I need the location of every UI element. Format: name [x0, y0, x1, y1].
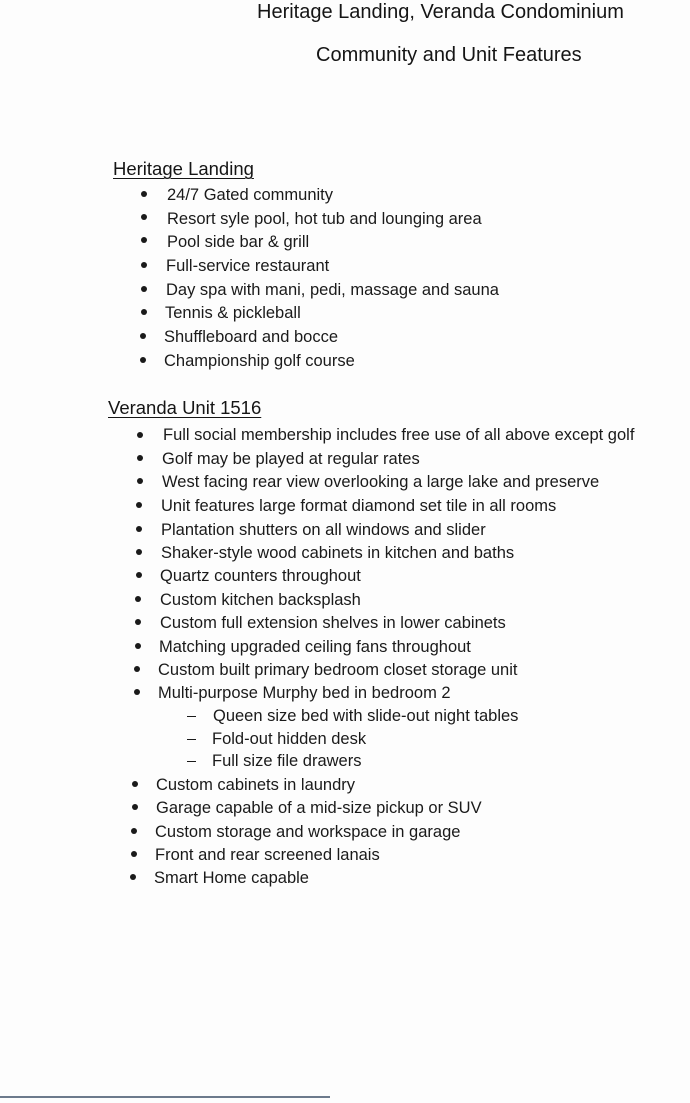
- document-title: Heritage Landing, Veranda Condominium: [257, 1, 624, 23]
- document-subtitle: Community and Unit Features: [316, 44, 582, 66]
- list-item: Front and rear screened lanais: [155, 846, 380, 864]
- list-item: Shuffleboard and bocce: [164, 328, 338, 346]
- list-item: Multi-purpose Murphy bed in bedroom 2: [158, 684, 451, 702]
- list-item: 24/7 Gated community: [167, 186, 333, 204]
- list-item: Custom storage and workspace in garage: [155, 823, 461, 841]
- list-item: Garage capable of a mid-size pickup or SUV: [156, 799, 482, 817]
- bullet-icon: [130, 874, 136, 880]
- bullet-icon: [136, 526, 142, 532]
- list-item: Matching upgraded ceiling fans throughout: [159, 638, 471, 656]
- bullet-icon: [131, 851, 137, 857]
- list-item: Custom full extension shelves in lower cabinets: [160, 614, 506, 632]
- bullet-icon: [137, 455, 143, 461]
- list-item: Resort syle pool, hot tub and lounging area: [167, 210, 482, 228]
- bullet-icon: [136, 502, 142, 508]
- list-item: Day spa with mani, pedi, massage and sauna: [166, 281, 499, 299]
- list-item: Championship golf course: [164, 352, 355, 370]
- bullet-icon: [132, 804, 138, 810]
- bullet-icon: [141, 262, 147, 268]
- bullet-icon: [141, 237, 147, 243]
- bullet-icon: [141, 286, 147, 292]
- list-item: Unit features large format diamond set tile in all rooms: [161, 497, 557, 515]
- bullet-icon: [137, 478, 143, 484]
- dash-icon: [187, 739, 196, 740]
- bullet-icon: [135, 596, 141, 602]
- list-item: Plantation shutters on all windows and slider: [161, 521, 486, 539]
- list-item: Tennis & pickleball: [165, 304, 301, 322]
- sub-list-item: Full size file drawers: [212, 752, 362, 770]
- page-bottom-divider: [0, 1096, 330, 1098]
- list-item: Full-service restaurant: [166, 257, 330, 275]
- sub-list-item: Queen size bed with slide-out night tables: [213, 707, 519, 725]
- bullet-icon: [141, 309, 147, 315]
- bullet-icon: [132, 781, 138, 787]
- list-item: West facing rear view overlooking a large lake and preserve: [162, 473, 600, 491]
- bullet-icon: [135, 619, 141, 625]
- list-item: Custom built primary bedroom closet storage unit: [158, 661, 518, 679]
- dash-icon: [187, 761, 196, 762]
- section-heading-heritage-landing: Heritage Landing: [113, 158, 254, 179]
- bullet-icon: [136, 549, 142, 555]
- bullet-icon: [137, 432, 143, 438]
- bullet-icon: [141, 191, 147, 197]
- list-item: Shaker-style wood cabinets in kitchen and baths: [161, 544, 515, 562]
- list-item: Smart Home capable: [154, 869, 309, 887]
- bullet-icon: [134, 666, 140, 672]
- list-item: Custom cabinets in laundry: [156, 776, 356, 794]
- dash-icon: [187, 716, 196, 717]
- section-heading-veranda-unit: Veranda Unit 1516: [108, 397, 262, 418]
- bullet-icon: [131, 828, 137, 834]
- list-item: Custom kitchen backsplash: [160, 591, 361, 609]
- list-item: Full social membership includes free use of all above except golf: [163, 426, 635, 444]
- bullet-icon: [140, 333, 146, 339]
- list-item: Pool side bar & grill: [167, 233, 310, 251]
- list-item: Quartz counters throughout: [160, 567, 361, 585]
- bullet-icon: [136, 572, 142, 578]
- bullet-icon: [135, 643, 141, 649]
- bullet-icon: [141, 214, 147, 220]
- list-item: Golf may be played at regular rates: [162, 450, 420, 468]
- sub-list-item: Fold-out hidden desk: [212, 730, 367, 748]
- bullet-icon: [140, 357, 146, 363]
- bullet-icon: [134, 689, 140, 695]
